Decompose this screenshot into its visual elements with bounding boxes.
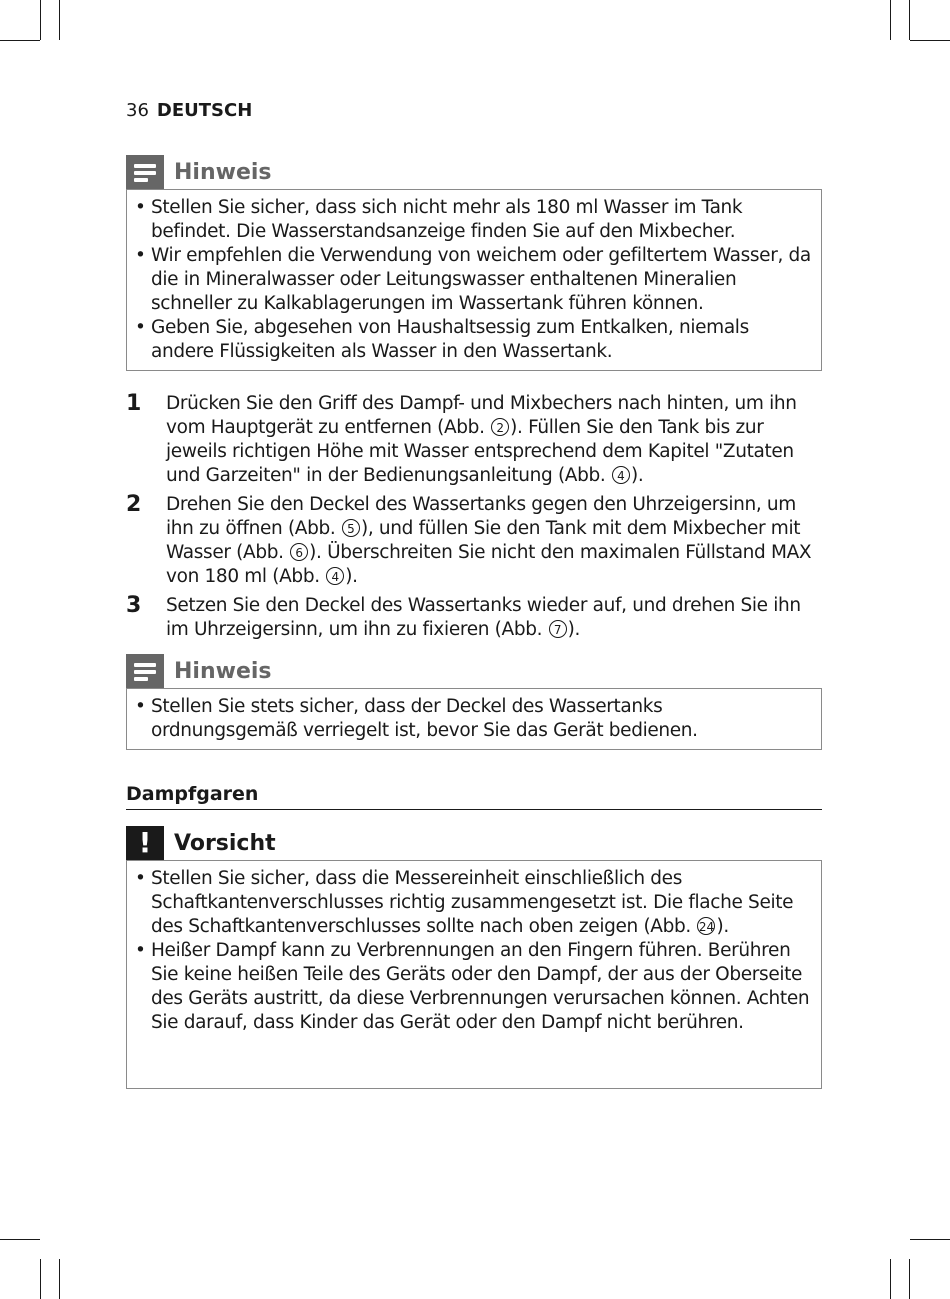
note-item: • Geben Sie, abgesehen von Haushaltsessig zum Entkalken, niemals andere Flüssigkeiten als Wasser in den Wassertank. (151, 316, 811, 364)
page-number: 36 (126, 100, 149, 121)
note-box (126, 189, 822, 371)
crop-mark (890, 0, 891, 40)
crop-mark (910, 1239, 950, 1240)
figure-ref: 6 (290, 543, 308, 561)
note-icon (126, 654, 164, 688)
crop-mark (0, 40, 40, 41)
section-divider (126, 809, 822, 810)
figure-ref: 5 (342, 519, 360, 537)
crop-mark (909, 1259, 910, 1299)
page-header (126, 100, 252, 122)
crop-mark (40, 1259, 41, 1299)
caution-box (126, 860, 822, 1089)
note-icon (126, 155, 164, 189)
step-3: 3 Setzen Sie den Deckel des Wassertanks wieder auf, und drehen Sie ihn im Uhrzeigersinn, um ihn zu fixieren (Abb. 7 ). (126, 593, 801, 640)
note-title: Hinweis (174, 658, 272, 684)
crop-mark (890, 1259, 891, 1299)
step-number: 1 (126, 391, 141, 416)
figure-ref: 7 (549, 620, 567, 638)
note-item: • Wir empfehlen die Verwendung von weichem oder gefiltertem Wasser, da die in Mineralwasser oder Leitungswasser enthaltenen Mineralien schneller zu Kalkablagerungen im Wassertank führen können. (151, 244, 811, 316)
figure-ref: 4 (612, 466, 630, 484)
caution-title: Vorsicht (174, 830, 276, 856)
caution-heading (126, 826, 276, 860)
caution-item: • Stellen Sie sicher, dass die Messereinheit einschließlich des Schaftkantenverschlusses richtig zusammengesetzt ist. Die flache Seite des Schaftkantenverschlusses sollte nach oben zeigen (Abb. 24 ). (151, 867, 811, 939)
crop-mark (59, 1259, 60, 1299)
caution-item: • Heißer Dampf kann zu Verbrennungen an den Fingern führen. Berühren Sie keine heißen Teile des Geräts oder den Dampf, der aus der Oberseite des Geräts austritt, da diese Verbrennungen verursachen können. Achten Sie darauf, dass Kinder das Gerät oder den Dampf nicht berühren. (151, 939, 811, 1035)
crop-mark (0, 1239, 40, 1240)
crop-mark (910, 40, 950, 41)
section-title: Dampfgaren (126, 783, 259, 805)
figure-ref: 2 (491, 418, 509, 436)
note-box (126, 688, 822, 750)
crop-mark (40, 0, 41, 40)
step-number: 3 (126, 593, 141, 618)
page-language: DEUTSCH (156, 100, 253, 121)
figure-ref: 4 (326, 567, 344, 585)
instruction-steps (126, 392, 816, 647)
note-title: Hinweis (174, 159, 272, 185)
note-item: • Stellen Sie sicher, dass sich nicht mehr als 180 ml Wasser im Tank befindet. Die Wasserstandsanzeige finden Sie auf den Mixbecher. (151, 196, 811, 244)
crop-mark (59, 0, 60, 40)
note-heading (126, 155, 272, 189)
exclamation-icon: ! (126, 826, 164, 860)
crop-mark (909, 0, 910, 40)
note-item: • Stellen Sie stets sicher, dass der Deckel des Wassertanks ordnungsgemäß verriegelt ist, bevor Sie das Gerät bedienen. (151, 695, 811, 743)
step-2: 2 Drehen Sie den Deckel des Wassertanks gegen den Uhrzeigersinn, um ihn zu öffnen (Abb. 5 ), und füllen Sie den Tank mit dem Mixbecher mit Wasser (Abb. 6 ). Überschreiten Sie nicht den maximalen Füllstand MAX von 180 ml (Abb. 4 ). (126, 492, 812, 587)
step-number: 2 (126, 492, 141, 517)
note-heading (126, 654, 272, 688)
step-1: 1 Drücken Sie den Griff des Dampf- und Mixbechers nach hinten, um ihn vom Hauptgerät zu entfernen (Abb. 2 ). Füllen Sie den Tank bis zur jeweils richtigen Höhe mit Wasser entsprechend dem Kapitel "Zutaten und Garzeiten" in der Bedienungsanleitung (Abb. 4 ). (126, 391, 797, 486)
figure-ref: 24 (697, 917, 715, 935)
